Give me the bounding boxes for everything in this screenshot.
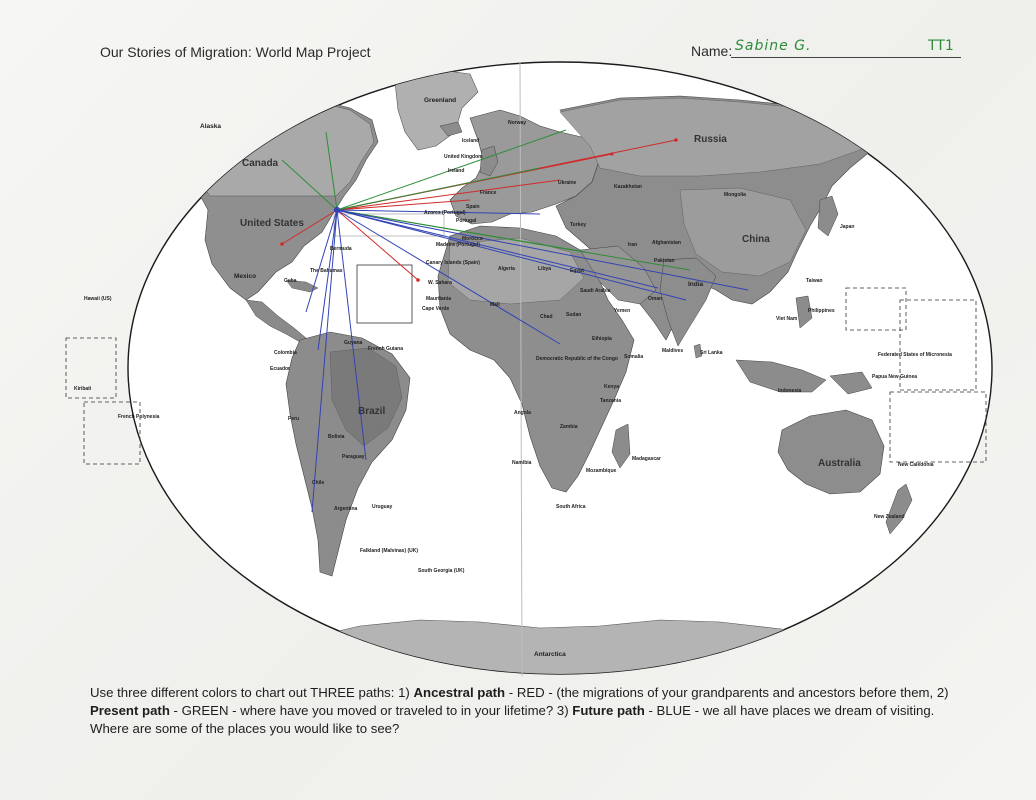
label-sudan: Sudan [566,312,582,318]
label-india: India [688,281,704,288]
label-united-kingdom: United Kingdom [444,154,483,160]
label-oman: Oman [648,296,663,302]
label-new-zealand: New Zealand [874,514,905,520]
label-ecuador: Ecuador [270,366,291,372]
label-somalia: Somalia [624,354,644,360]
label-spain: Spain [466,204,480,210]
name-label: Name: [691,43,733,59]
label-greenland: Greenland [424,97,457,104]
label-bolivia: Bolivia [328,434,345,440]
label-morocco: Morocco [462,236,483,242]
label-ukraine: Ukraine [558,180,577,186]
origin-dot [334,207,340,213]
label-madagascar: Madagascar [632,456,661,462]
label-chile: Chile [312,480,325,486]
label-new-caledonia: New Caledonia [898,462,934,468]
label-yemen: Yemen [614,308,631,314]
label-tanzania: Tanzania [600,398,622,404]
label-sri-lanka: Sri Lanka [700,350,723,356]
caribbean-inset-box [357,265,412,323]
label-canary-islands: Canary Islands (Spain) [426,260,480,266]
label-guyana: Guyana [344,340,363,346]
label-russia: Russia [694,134,727,145]
label-namibia: Namibia [512,460,532,466]
label-australia: Australia [818,458,861,469]
label-south-georgia: South Georgia (UK) [418,568,465,574]
label-mauritania: Mauritania [426,296,452,302]
label-japan: Japan [840,224,855,230]
label-bahamas: The Bahamas [310,268,343,274]
label-kenya: Kenya [604,384,620,390]
instructions-intro: Use three different colors to chart out THREE paths: 1) [90,685,414,700]
label-colombia: Colombia [274,350,297,356]
label-mali: Mali [490,302,500,308]
destination-dot [674,138,678,142]
destination-dot [280,242,284,246]
label-libya: Libya [538,266,552,272]
label-ireland: Ireland [448,168,465,174]
label-falkland: Falkland (Malvinas) (UK) [360,548,419,554]
label-philippines: Philippines [808,308,835,314]
label-angola: Angola [514,410,531,416]
label-taiwan: Taiwan [806,278,823,284]
label-saudi-arabia: Saudi Arabia [580,288,611,294]
student-name-handwritten[interactable]: Sabine G. [735,38,812,54]
label-iran: Iran [628,242,638,248]
destination-dot [416,278,420,282]
label-mozambique: Mozambique [586,468,617,474]
label-iceland: Iceland [462,138,480,144]
legend-future-path: Future path [572,703,645,718]
label-paraguay: Paraguay [342,454,365,460]
label-french-polynesia: French Polynesia [118,414,160,420]
legend-ancestral-path: Ancestral path [413,685,506,700]
label-mongolia: Mongolia [724,192,746,198]
label-egypt: Egypt [570,268,584,274]
label-mexico: Mexico [234,273,257,280]
label-drc: Democratic Republic of the Congo [536,356,618,362]
label-maldives: Maldives [662,348,684,354]
worksheet-title: Our Stories of Migration: World Map Project [100,44,371,60]
instructions-paragraph [90,684,970,738]
landmass-canada-shade [165,102,374,196]
label-chad: Chad [540,314,553,320]
label-france: France [480,190,497,196]
label-portugal: Portugal [456,218,477,224]
label-w-sahara: W. Sahara [428,280,452,286]
label-brazil: Brazil [358,406,386,417]
label-norway: Norway [508,120,527,126]
instructions-ancestral-desc: - RED - (the migrations of your grandparents and ancestors before them, [505,685,937,700]
label-uruguay: Uruguay [372,504,393,510]
label-french-guiana: French Guiana [368,346,404,352]
label-cuba: Cuba [284,278,297,284]
label-kazakhstan: Kazakhstan [614,184,642,190]
label-argentina: Argentina [334,506,358,512]
label-azores: Azores (Portugal) [424,210,466,216]
label-peru: Peru [288,416,300,422]
label-afghanistan: Afghanistan [652,240,681,246]
destination-dot [610,152,613,155]
label-kiribati: Kiribati [74,386,92,392]
label-china: China [742,234,770,245]
label-ethiopia: Ethiopia [592,336,612,342]
class-code-handwritten: TT1 [928,38,954,54]
label-madeira: Madeira (Portugal) [436,242,480,248]
label-south-africa: South Africa [556,504,586,510]
label-turkey: Turkey [570,222,587,228]
label-bermuda: Bermuda [330,246,352,252]
label-alaska: Alaska [200,123,221,130]
label-pakistan: Pakistan [654,258,675,264]
label-zambia: Zambia [560,424,578,430]
instructions-present-num: 2) [936,685,949,700]
label-united-states: United States [240,218,304,229]
label-algeria: Algeria [498,266,515,272]
label-vietnam: Viet Nam [776,316,798,322]
label-micronesia: Federated States of Micronesia [878,352,952,358]
label-cape-verde: Cape Verde [422,306,450,312]
label-canada: Canada [242,158,279,169]
label-antarctica: Antarctica [534,651,566,658]
label-indonesia: Indonesia [778,388,802,394]
instructions-present-desc: - GREEN - where have you moved or traveled to in your lifetime? 3) [169,703,573,718]
label-papua-new-guinea: Papua New Guinea [872,374,918,380]
legend-present-path: Present path [90,703,170,718]
label-hawaii: Hawaii (US) [84,296,112,302]
instructions-future-desc: - BLUE - we all have places we dream of visiting. Where are some of the places you would like to see? [90,703,935,736]
